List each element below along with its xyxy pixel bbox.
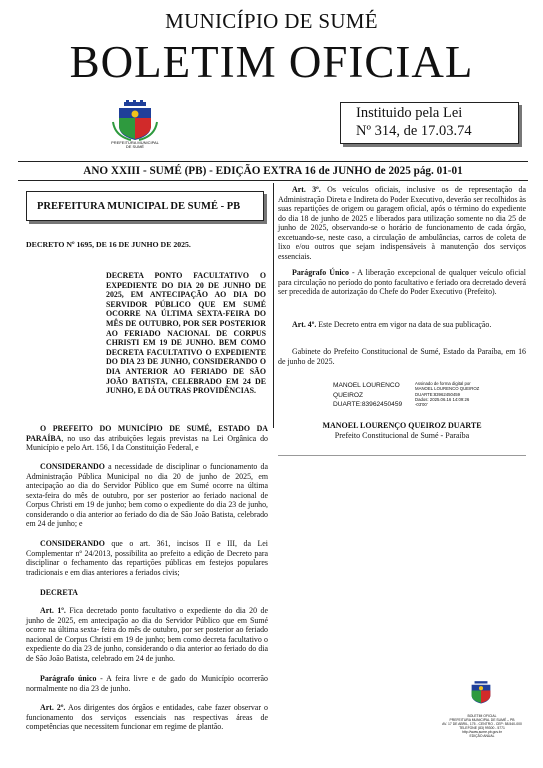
signer-title: Prefeito Constitucional de Sumé - Paraíba xyxy=(334,431,470,440)
article-3: Art. 3º. Os veículos oficiais, inclusive os de representação da Administração Direta e Indireta do Poder Executivo, deverão ser recolhidos às suas repartições de origem ou garagem oficial, após o término do expediente do dia 18 de junho de 2025 e liberados para utilização somente no dia 25 de junho de 2025, observando-se o horário de funcionamento de cada órgão, excetuando-se, neste caso, a circulação de ambulâncias, carros de coleta de lixo e/ou outros que sejam indispensáveis à manutenção dos serviços essenciais. xyxy=(278,185,527,261)
article-4: Art. 4º. Este Decreto entra em vigor na data de sua publicação. xyxy=(292,320,492,329)
crest-label: PREFEITURA MUNICIPAL DE SUMÉ xyxy=(111,140,159,150)
article-1: Art. 1º. Fica decretado ponto facultativo o expediente do dia 20 de junho de 2025, em antecipação ao dia do Servidor Público que em Sumé ocorre na última sexta- feira do mês de outubro, por ser posterior ao feriado nacional de Corpus Christi em 19 de junho; bem como decreta facultativo o expediente do dia 23 de junho, considerando o dia anterior ao feriado do dia de São João Batista, celebrado em 24 de junho. xyxy=(26,606,268,663)
decreto-ementa: DECRETA PONTO FACULTATIVO O EXPEDIENTE DO DIA 20 DE JUNHO DE 2025, EM ANTECIPAÇÃO AO DIA DO SERVIDOR PÚBLICO QUE EM SUMÉ OCORRE NA ÚLTIMA SEXTA-FEIRA DO MÊS DE OUTUBRO, POR SER POSTERIOR AO FERIADO NACIONAL DE CORPUS CHRISTI EM 19 DE JUNHO. BEM COMO DECRETA FACULTATIVO O EXPEDIENTE DO DIA 23 DE JUNHO, CONSIDERANDO O DIA ANTERIOR AO FERIADO DE SÃO JOÃO BATISTA, CELEBRADO EM 24 DE JUNHO, E DÁ OUTRAS PROVIDÊNCIAS. xyxy=(106,271,266,396)
considerando-1: CONSIDERANDO a necessidade de disciplinar o funcionamento da Administração Pública Municipal no dia 20 de junho de 2025, em antecipação ao dia do Servidor Público que em Sumé ocorre na última sexta-feira do mês de outubro, por ser posterior ao feriado nacional de Corpus Christi em 19 de junho; bem como o expediente do dia 23 de junho, considerando o dia anterior ao feriado do dia de São João Batista, celebrado em 24 de junho; e xyxy=(26,462,268,528)
article-2: Art. 2º. Aos dirigentes dos órgãos e entidades, cabe fazer observar o funcionamento dos serviços essenciais nas respectivas áreas de competências que necessitem funcionar em regime de plantão. xyxy=(26,703,269,731)
article-1-paragraph: Parágrafo único - A feira livre e de gado do Município ocorrerão normalmente no dia 23 de junho. xyxy=(26,674,268,693)
footer-crest-icon xyxy=(466,680,496,714)
top-rule xyxy=(18,161,528,162)
boletim-title: BOLETIM OFICIAL xyxy=(69,37,474,87)
signer-name: MANOEL LOURENÇO QUEIROZ DUARTE xyxy=(322,421,482,430)
edition-rule xyxy=(18,180,528,181)
gabinete-paragraph: Gabinete do Prefeito Constitucional de Sumé, Estado da Paraíba, em 16 de junho de 2025. xyxy=(278,347,526,366)
prefeito-paragraph: O PREFEITO DO MUNICÍPIO DE SUMÉ, ESTADO DA PARAÍBA, no uso das atribuições legais previstas na Lei Orgânica do Município e pelo Art. 156, I da Constituição Federal, e xyxy=(26,424,268,452)
digital-signature-name: MANOEL LOURENCO QUEIROZ DUARTE:83962450459 xyxy=(333,382,403,408)
instituido-box: Instituido pela Lei Nº 314, de 17.03.74 xyxy=(340,102,519,144)
considerando-2: CONSIDERANDO que o art. 361, incisos II e III, da Lei Complementar nº 24/2013, possibilita ao prefeito a edição de Decreto para disciplinar o fechamento das repartições públicas em festejos populares tradicionais e em dias anteriores a feriados civis; xyxy=(26,539,268,577)
decreto-number: DECRETO Nº 1695, DE 16 DE JUNHO DE 2025. xyxy=(26,240,191,249)
edition-line: ANO XXIII - SUMÉ (PB) - EDIÇÃO EXTRA 16 de JUNHO de 2025 pág. 01-01 xyxy=(83,165,463,177)
municipio-title: MUNICÍPIO DE SUMÉ xyxy=(165,9,378,33)
footer-info: BOLETIM OFICIAL PREFEITURA MUNICIPAL DE SUMÉ – PB AV. 17 DE ABRIL, 175 - CENTRO - CEP: 58.540-000 TELEFONE (83) 99300 - 5771 http://www.sume.pb.gov.br EDIÇÃO ANUAL xyxy=(442,714,522,739)
column-divider xyxy=(273,183,274,428)
prefeitura-box: PREFEITURA MUNICIPAL DE SUMÉ - PB xyxy=(26,191,264,221)
right-column-rule xyxy=(278,455,526,456)
decreta-heading: DECRETA xyxy=(40,588,78,597)
digital-signature-details: Assinado de forma digital por MANOEL LOURENCO QUEIROZ DUARTE:83962450459 Dados: 2025.06.16 14:09:26 -03'00' xyxy=(415,381,480,408)
article-3-paragraph: Parágrafo Único - A liberação excepcional de qualquer veículo oficial para circulação no período do ponto facultativo e feriado ora decretado deverá ser precedida de autorização do Chefe do Poder Executivo (Prefeito). xyxy=(278,268,526,296)
